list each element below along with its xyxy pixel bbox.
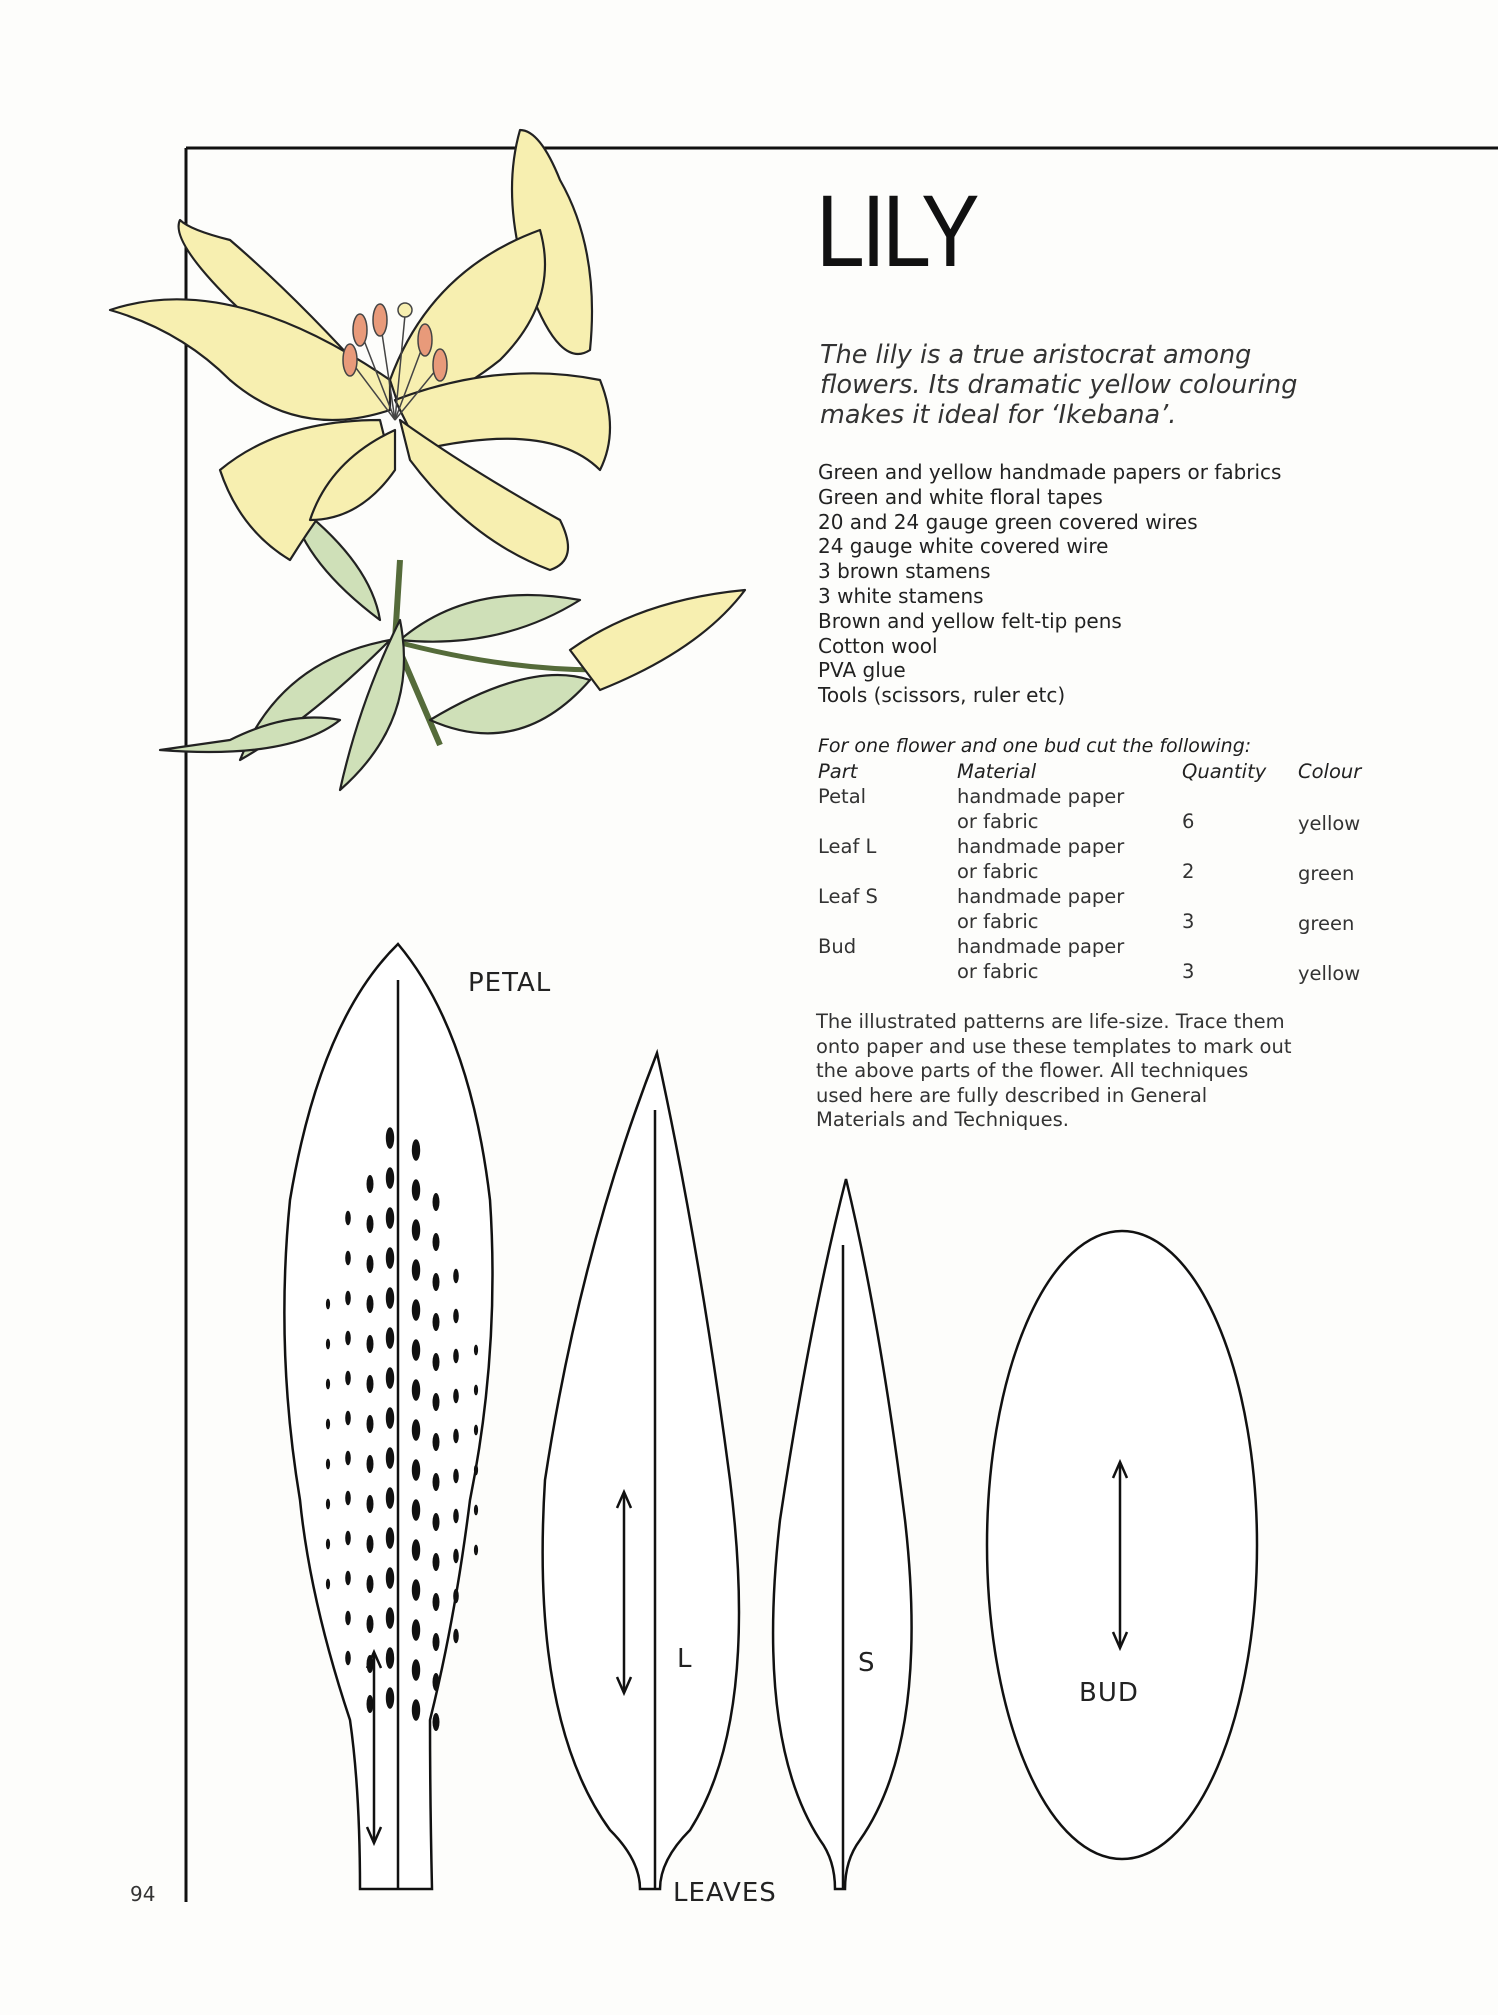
petal-spot xyxy=(326,1539,330,1550)
bud-template xyxy=(987,1231,1257,1859)
petal-spot xyxy=(367,1335,374,1353)
cell-part: Leaf L xyxy=(818,835,877,858)
leaf-illustration xyxy=(430,675,590,733)
petal-spot xyxy=(326,1379,330,1390)
material-item: Green and yellow handmade papers or fabrics xyxy=(818,460,1282,484)
petal-spot xyxy=(474,1345,478,1356)
material-item: PVA glue xyxy=(818,658,906,683)
note-line: used here are fully described in General xyxy=(816,1083,1208,1107)
petal-spot xyxy=(386,1367,394,1389)
petal-spot xyxy=(386,1327,394,1349)
leaf-s-label: S xyxy=(858,1648,876,1678)
material-item: Green and white floral tapes xyxy=(818,484,1103,509)
petal-spot xyxy=(433,1233,440,1251)
petal-spot xyxy=(453,1389,459,1403)
petal-spot xyxy=(453,1429,459,1443)
petal-spot xyxy=(367,1175,374,1193)
petal-spot xyxy=(453,1469,459,1483)
petal-spot xyxy=(412,1179,420,1201)
material-item: 3 brown stamens xyxy=(818,559,991,584)
cell-material: handmade paper xyxy=(957,885,1125,908)
note-line: the above parts of the flower. All techniques xyxy=(816,1059,1249,1082)
petal-spot xyxy=(386,1287,394,1309)
petal-spot xyxy=(386,1567,394,1589)
material-item: Brown and yellow felt-tip pens xyxy=(818,608,1122,633)
petal-spot xyxy=(367,1295,374,1313)
cell-colour: green xyxy=(1298,862,1355,885)
petal-spot xyxy=(412,1619,420,1641)
petal-spot xyxy=(433,1393,440,1411)
petal-spot xyxy=(474,1385,478,1396)
note-line: onto paper and use these templates to mark out xyxy=(816,1034,1292,1058)
instructions-note xyxy=(816,1010,1291,1133)
cell-part: Bud xyxy=(818,935,857,958)
petal-spot xyxy=(326,1299,330,1310)
note-line: The illustrated patterns are life-size. Trace them xyxy=(816,1010,1285,1033)
petal-spot xyxy=(474,1505,478,1516)
stem-to-bud xyxy=(390,640,600,670)
petal-spot xyxy=(474,1545,478,1556)
petal-spot xyxy=(412,1659,420,1681)
intro-line: flowers. Its dramatic yellow colouring xyxy=(820,370,1298,400)
lily-illustration xyxy=(110,130,745,790)
petal-spot xyxy=(412,1379,420,1401)
petal-spot xyxy=(345,1411,351,1425)
note-line: Materials and Techniques. xyxy=(816,1108,1070,1131)
cell-quantity: 2 xyxy=(1182,860,1195,883)
cell-material: or fabric xyxy=(957,810,1039,833)
leaf-l-label: L xyxy=(677,1644,693,1674)
petal-spot xyxy=(386,1247,394,1269)
cell-quantity: 6 xyxy=(1182,810,1195,833)
petal-spot xyxy=(345,1491,351,1505)
cell-quantity: 3 xyxy=(1182,910,1195,933)
petal-spot xyxy=(345,1291,351,1305)
petal-spot xyxy=(345,1251,351,1265)
material-item: 24 gauge white covered wire xyxy=(818,534,1109,559)
petal-spot xyxy=(367,1415,374,1433)
petal-spot xyxy=(345,1331,351,1345)
cell-material: or fabric xyxy=(957,860,1039,883)
bud-illustration xyxy=(570,590,745,690)
petal-spot xyxy=(367,1375,374,1393)
petal-spot xyxy=(412,1579,420,1601)
petal-spot xyxy=(386,1647,394,1669)
petal-spot xyxy=(433,1633,440,1651)
bud-label: BUD xyxy=(1079,1678,1139,1708)
material-item: 3 white stamens xyxy=(818,583,984,608)
leaf-s-template xyxy=(773,1179,912,1889)
cell-part: Leaf S xyxy=(818,885,878,908)
petal-spot xyxy=(412,1139,420,1161)
petal-spot xyxy=(345,1211,351,1225)
petal-spot xyxy=(326,1499,330,1510)
cell-material: handmade paper xyxy=(957,785,1125,808)
petal-spot xyxy=(345,1571,351,1585)
petal-spot xyxy=(412,1219,420,1241)
petal-label: PETAL xyxy=(468,968,552,998)
petal-spot xyxy=(386,1127,394,1149)
petal-spot xyxy=(345,1451,351,1465)
intro-line: The lily is a true aristocrat among xyxy=(820,340,1252,370)
materials-list xyxy=(818,460,1281,708)
petal-spot xyxy=(386,1407,394,1429)
cell-colour: green xyxy=(1298,912,1355,935)
petal-spot xyxy=(412,1459,420,1481)
petal-spot xyxy=(453,1509,459,1523)
page-number: 94 xyxy=(130,1882,156,1906)
petal-spot xyxy=(386,1487,394,1509)
intro-line: makes it ideal for ‘Ikebana’. xyxy=(820,400,1177,430)
petal-spot xyxy=(367,1255,374,1273)
petal-spot xyxy=(433,1273,440,1291)
petal-spot xyxy=(326,1459,330,1470)
header-material: Material xyxy=(957,760,1037,783)
leaf-l-template xyxy=(543,1053,739,1889)
petal-spot xyxy=(433,1553,440,1571)
petal-template xyxy=(284,944,492,1889)
petal-spot xyxy=(433,1193,440,1211)
petal-spot xyxy=(386,1167,394,1189)
petal-spot xyxy=(453,1309,459,1323)
petal-spot xyxy=(367,1575,374,1593)
material-item: 20 and 24 gauge green covered wires xyxy=(818,509,1198,534)
intro-text xyxy=(820,340,1420,430)
petal-spot xyxy=(386,1527,394,1549)
cut-heading: For one flower and one bud cut the following: xyxy=(818,735,1252,757)
petal-spot xyxy=(453,1589,459,1603)
petal-spot xyxy=(367,1495,374,1513)
petal-spot xyxy=(453,1629,459,1643)
petal-spot xyxy=(412,1539,420,1561)
petal-spot xyxy=(412,1299,420,1321)
leaf-illustration xyxy=(400,595,580,642)
petal-spot xyxy=(386,1687,394,1709)
petal-spot xyxy=(474,1425,478,1436)
petal-spot xyxy=(367,1695,374,1713)
petal-spot xyxy=(433,1473,440,1491)
petal-spot xyxy=(474,1465,478,1476)
header-quantity: Quantity xyxy=(1182,760,1267,783)
petal-spot xyxy=(326,1419,330,1430)
cell-colour: yellow xyxy=(1298,812,1361,835)
petal-spot xyxy=(386,1607,394,1629)
petal-spot xyxy=(386,1447,394,1469)
cell-material: handmade paper xyxy=(957,835,1125,858)
header-part: Part xyxy=(818,760,858,783)
petal-spot xyxy=(453,1349,459,1363)
cell-material: handmade paper xyxy=(957,935,1125,958)
petal-spot xyxy=(345,1651,351,1665)
petal-spot xyxy=(433,1673,440,1691)
petal-spot xyxy=(412,1699,420,1721)
petal-spot xyxy=(453,1549,459,1563)
petal-spot xyxy=(433,1713,440,1731)
cell-colour: yellow xyxy=(1298,962,1361,985)
petal-spot xyxy=(412,1419,420,1441)
cell-part: Petal xyxy=(818,785,867,808)
petal-spot xyxy=(326,1579,330,1590)
petal-spot xyxy=(386,1207,394,1229)
petal-spot xyxy=(433,1433,440,1451)
petal-spot xyxy=(367,1615,374,1633)
petal-spot xyxy=(433,1353,440,1371)
petal-spot xyxy=(412,1259,420,1281)
petal-spot xyxy=(453,1269,459,1283)
petal-spot xyxy=(412,1499,420,1521)
cell-quantity: 3 xyxy=(1182,960,1195,983)
cell-material: or fabric xyxy=(957,910,1039,933)
header-colour: Colour xyxy=(1298,760,1362,783)
petal-spot xyxy=(367,1455,374,1473)
petal-spot xyxy=(326,1339,330,1350)
material-item: Cotton wool xyxy=(818,633,938,658)
petal-spot xyxy=(367,1215,374,1233)
petal-spot xyxy=(433,1513,440,1531)
cell-material: or fabric xyxy=(957,960,1039,983)
petal-spot xyxy=(433,1593,440,1611)
page-title: LILY xyxy=(816,174,977,288)
leaves-label: LEAVES xyxy=(673,1878,777,1908)
petal-spot xyxy=(345,1531,351,1545)
petal-spot xyxy=(412,1339,420,1361)
petal-spot xyxy=(367,1535,374,1553)
petal-spot xyxy=(345,1611,351,1625)
material-item: Tools (scissors, ruler etc) xyxy=(818,683,1066,708)
petal-spot xyxy=(345,1371,351,1385)
petal-spot xyxy=(433,1313,440,1331)
